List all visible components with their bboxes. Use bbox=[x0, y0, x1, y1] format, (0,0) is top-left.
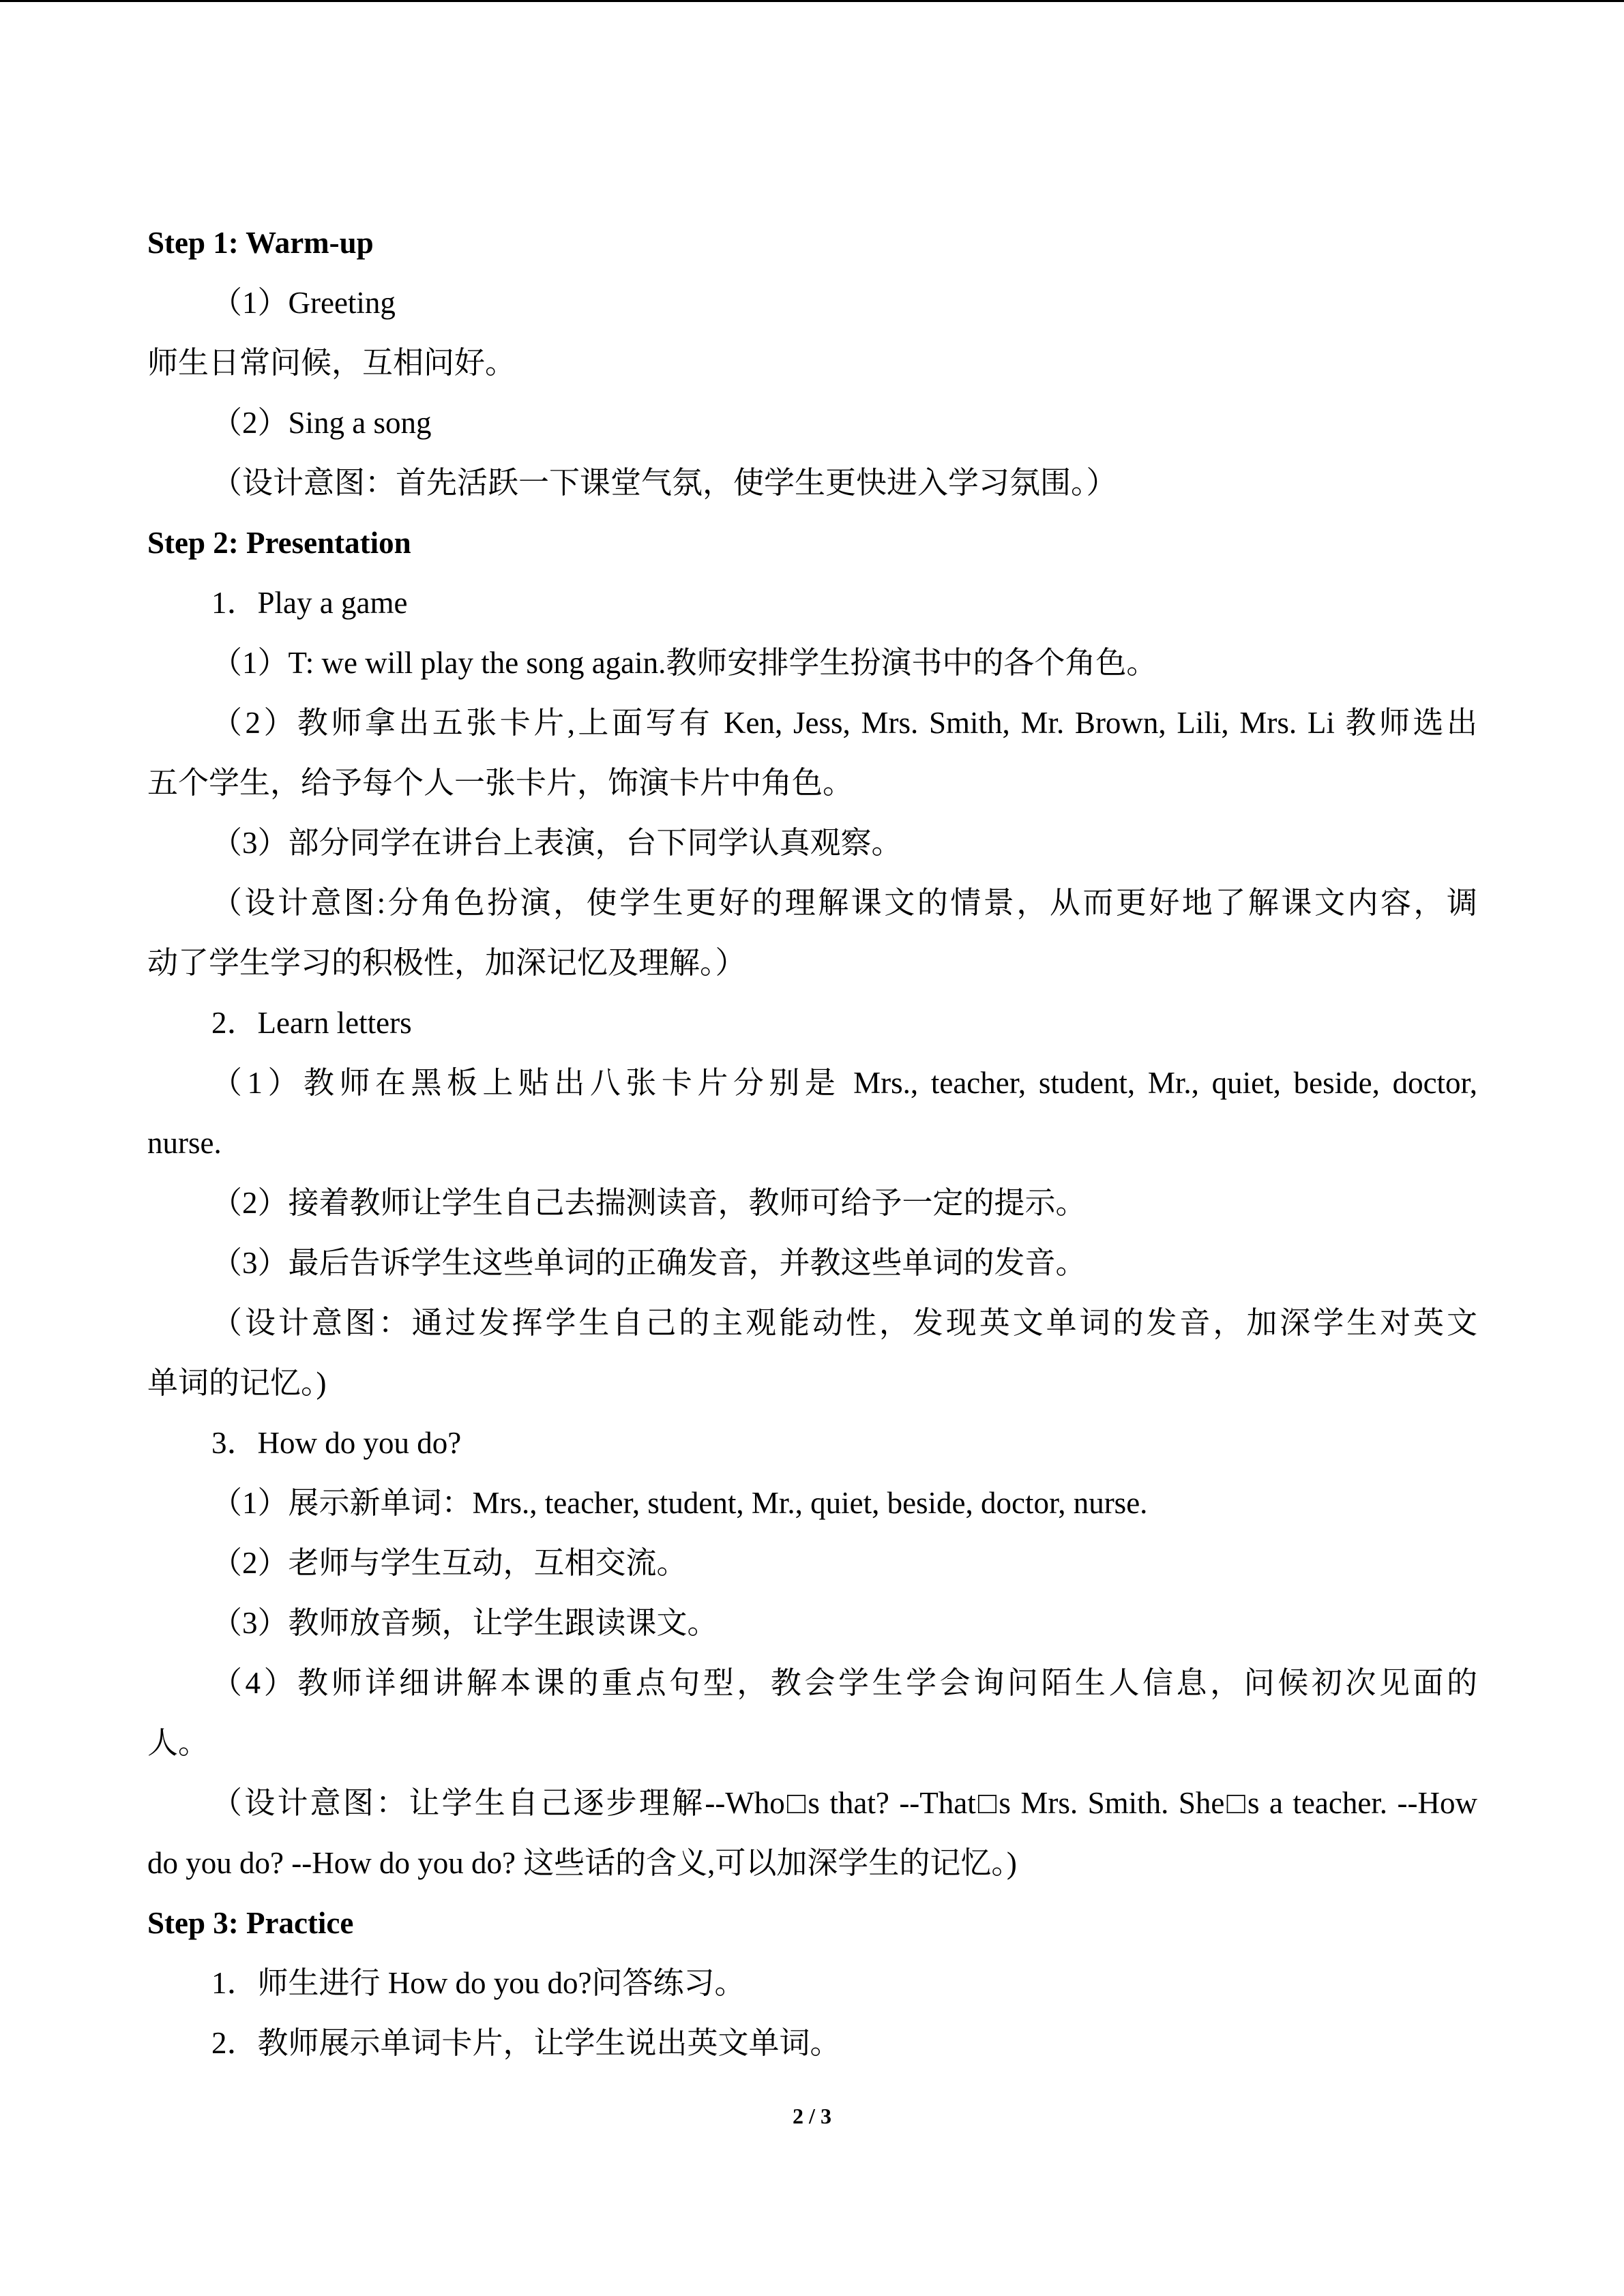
step1-heading: Step 1: Warm-up bbox=[147, 226, 374, 260]
hdyd-item-2: （2）老师与学生互动，互相交流。 bbox=[211, 1546, 688, 1580]
how-do-you-do-subheading: 3．How do you do? bbox=[211, 1426, 462, 1460]
letters-item-2: （2）接着教师让学生自己去揣测读音，教师可给予一定的提示。 bbox=[211, 1186, 1087, 1220]
game-design-intent-line1: （设计意图:分角色扮演，使学生更好的理解课文的情景，从而更好地了解课文内容，调 bbox=[211, 886, 1477, 920]
play-game-subheading: 1．Play a game bbox=[211, 586, 408, 620]
page-top-border bbox=[0, 0, 1624, 2]
hdyd-item-1: （1）展示新单词：Mrs., teacher, student, Mr., quiet, beside, doctor, nurse. bbox=[211, 1486, 1148, 1520]
step3-heading: Step 3: Practice bbox=[147, 1906, 354, 1940]
game-design-intent-line2: 动了学生学习的积极性，加深记忆及理解。） bbox=[147, 946, 746, 980]
letters-item-3: （3）最后告诉学生这些单词的正确发音，并教这些单词的发音。 bbox=[211, 1246, 1087, 1280]
hdyd-item-4-line2: 人。 bbox=[147, 1726, 209, 1760]
letters-item-1-line2: nurse. bbox=[147, 1126, 222, 1160]
game-item-3: （3）部分同学在讲台上表演，台下同学认真观察。 bbox=[211, 826, 902, 860]
learn-letters-subheading: 2．Learn letters bbox=[211, 1006, 412, 1040]
practice-item-1: 1．师生进行 How do you do?问答练习。 bbox=[211, 1966, 745, 2000]
step2-heading: Step 2: Presentation bbox=[147, 526, 411, 560]
letters-item-1-line1: （1）教师在黑板上贴出八张卡片分别是 Mrs., teacher, student, Mr., quiet, beside, doctor, bbox=[211, 1066, 1477, 1100]
document-body bbox=[147, 213, 1477, 2073]
practice-item-2: 2．教师展示单词卡片，让学生说出英文单词。 bbox=[211, 2026, 841, 2060]
hdyd-item-4-line1: （4）教师详细讲解本课的重点句型，教会学生学会询问陌生人信息，问候初次见面的 bbox=[211, 1666, 1477, 1700]
page-number: 2 / 3 bbox=[793, 2104, 831, 2128]
warmup-design-intent: （设计意图：首先活跃一下课堂气氛，使学生更快进入学习氛围。） bbox=[211, 466, 1117, 500]
sing-song-item: （2）Sing a song bbox=[211, 406, 432, 440]
hdyd-item-3: （3）教师放音频，让学生跟读课文。 bbox=[211, 1606, 718, 1640]
hdyd-design-intent-line2: do you do? --How do you do? 这些话的含义,可以加深学生的记忆。) bbox=[147, 1846, 1017, 1880]
game-item-2-line2: 五个学生，给予每个人一张卡片，饰演卡片中角色。 bbox=[147, 766, 854, 800]
greeting-description: 师生日常问候，互相问好。 bbox=[147, 346, 516, 380]
hdyd-design-intent-line1: （设计意图：让学生自己逐步理解--Who□s that? --That□s Mrs. Smith. She□s a teacher. --How bbox=[211, 1786, 1477, 1820]
letters-design-intent-line1: （设计意图：通过发挥学生自己的主观能动性，发现英文单词的发音，加深学生对英文 bbox=[211, 1306, 1477, 1340]
game-item-2-line1: （2）教师拿出五张卡片,上面写有 Ken, Jess, Mrs. Smith, Mr. Brown, Lili, Mrs. Li 教师选出 bbox=[211, 706, 1477, 740]
greeting-item: （1）Greeting bbox=[211, 286, 396, 320]
game-item-1: （1）T: we will play the song again.教师安排学生扮演书中的各个角色。 bbox=[211, 646, 1157, 680]
letters-design-intent-line2: 单词的记忆。) bbox=[147, 1366, 327, 1400]
